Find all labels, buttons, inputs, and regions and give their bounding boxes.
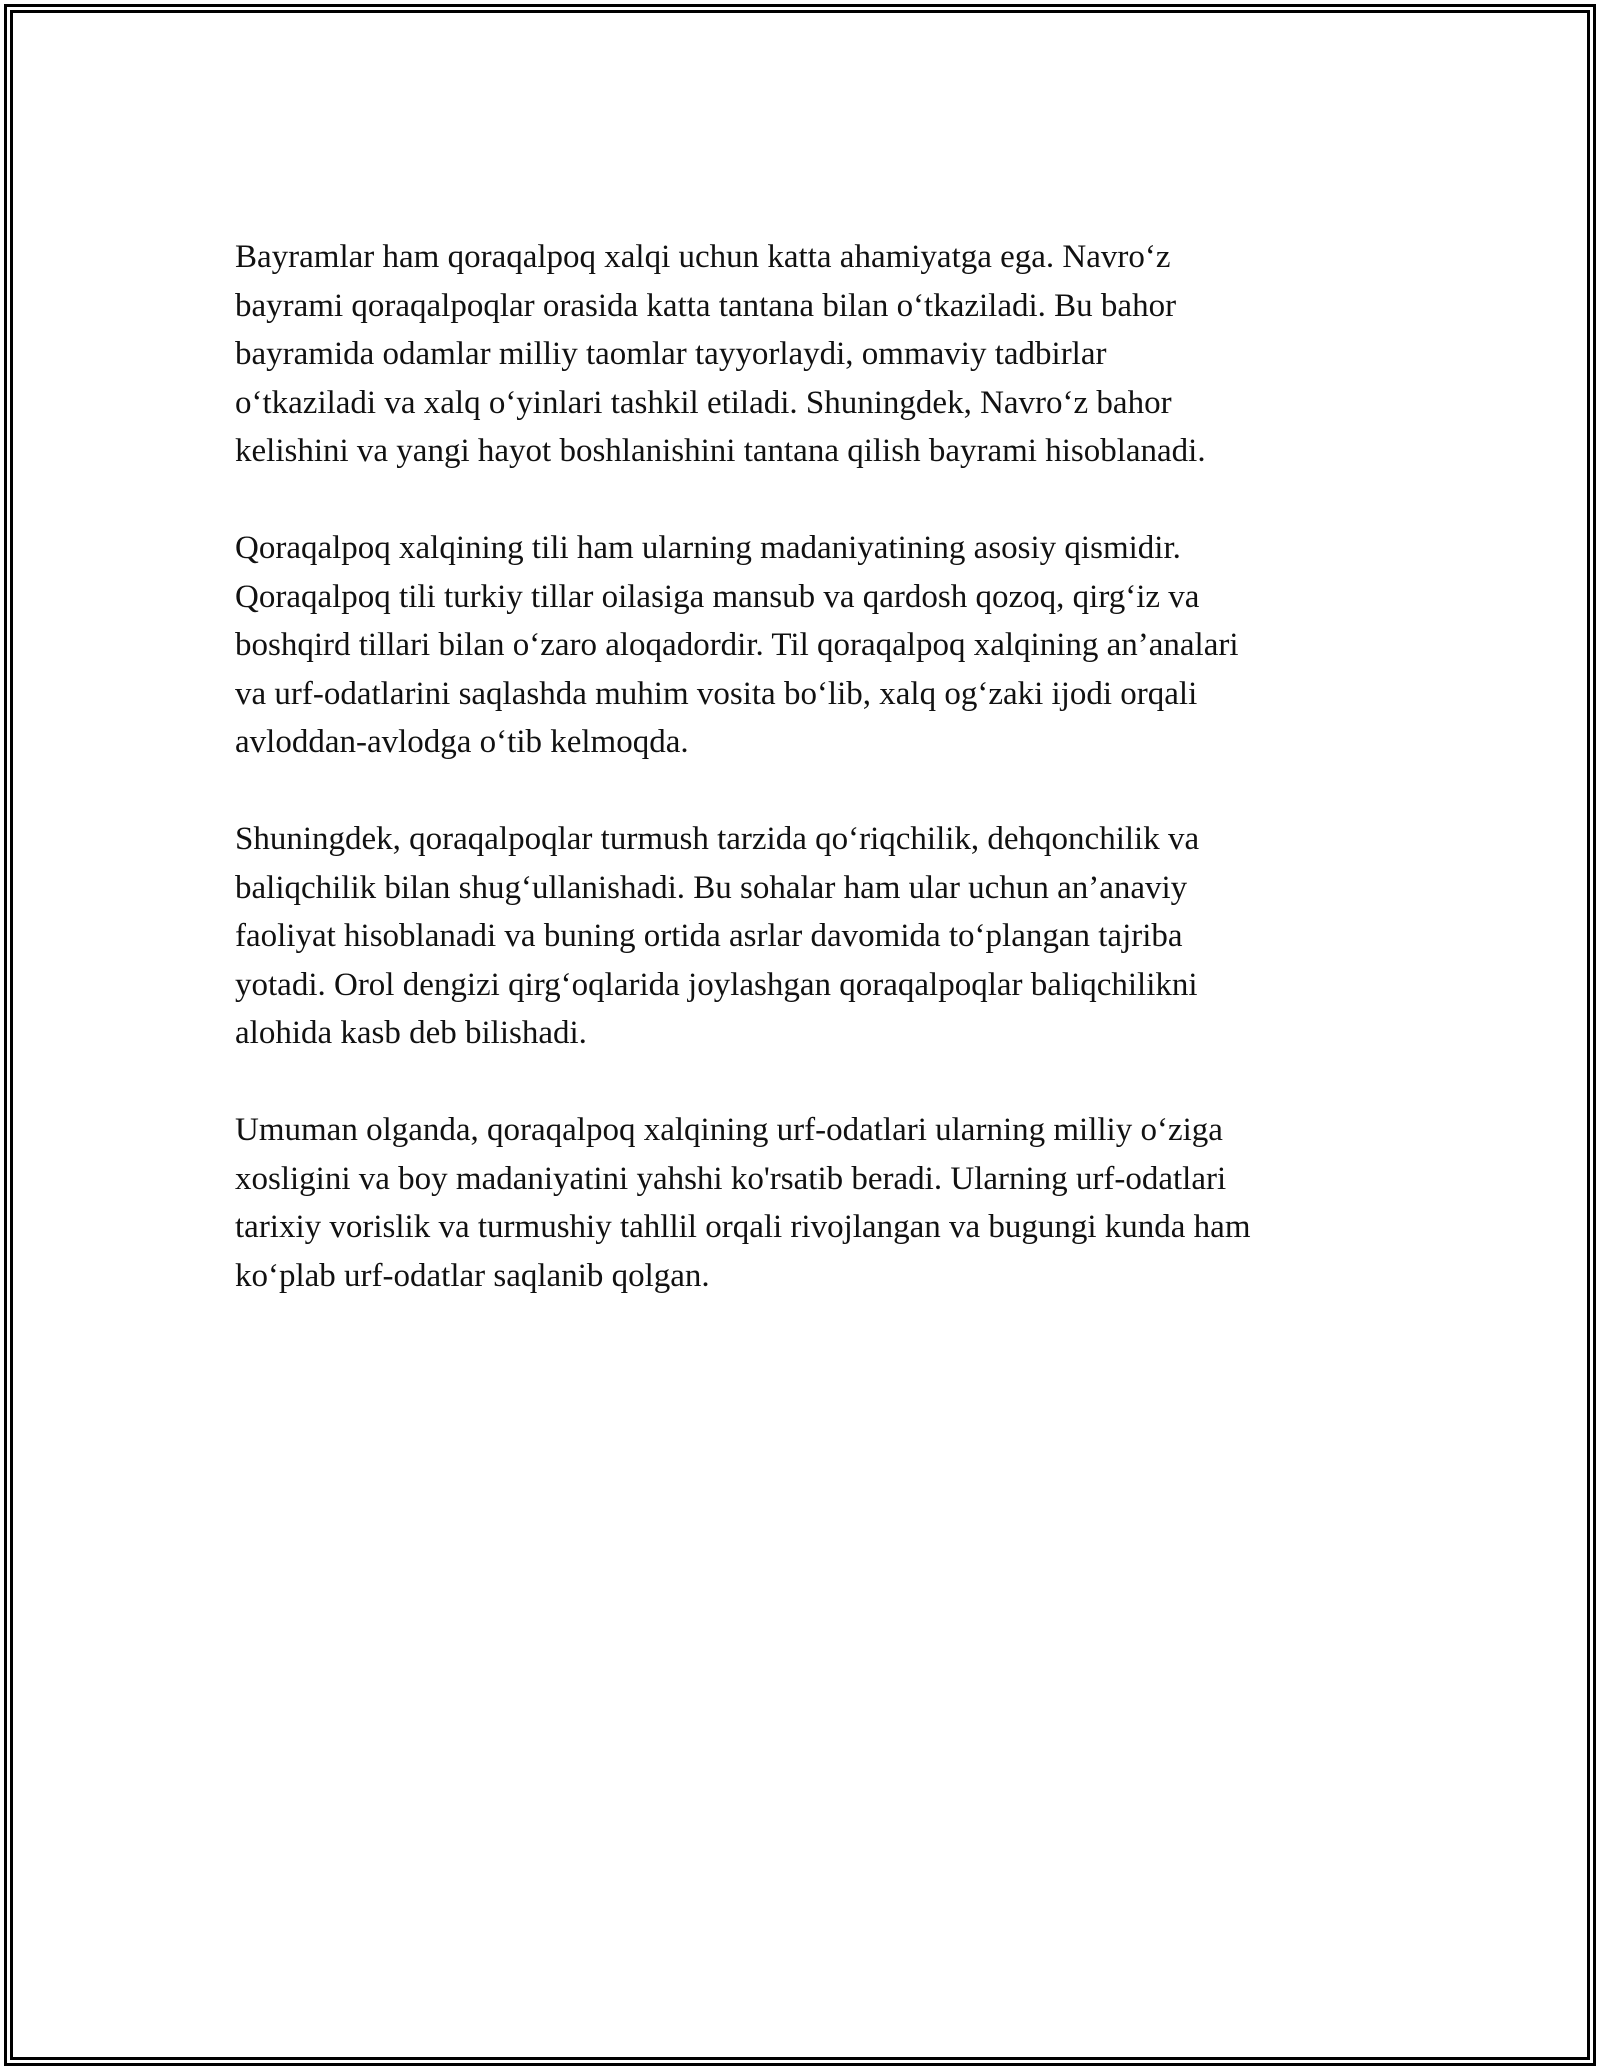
paragraph-line: faoliyat hisoblanadi va buning ortida asrlar davomida to‘plangan tajriba [235,918,1183,954]
paragraph-line: Bayramlar ham qoraqalpoq xalqi uchun katta ahamiyatga ega. Navro‘z [235,239,1171,275]
paragraph-line: bayrami qoraqalpoqlar orasida katta tantana bilan o‘tkaziladi. Bu bahor [235,287,1177,324]
paragraph-line: kelishini va yangi hayot boshlanishini tantana qilish bayrami hisoblanadi. [235,433,1206,469]
paragraph-line: Umuman olganda, qoraqalpoq xalqining urf-odatlari ularning milliy o‘ziga [235,1112,1223,1148]
paragraph-line: xosligini va boy madaniyatini yahshi ko'rsatib beradi. Ularning urf-odatlari [235,1160,1227,1197]
paragraph-line: va urf-odatlarini saqlashda muhim vosita bo‘lib, xalq og‘zaki ijodi orqali [235,675,1198,712]
document-body [235,233,1385,1349]
paragraph-line: alohida kasb deb bilishadi. [235,1015,587,1051]
paragraph-line: yotadi. Orol dengizi qirg‘oqlarida joylashgan qoraqalpoqlar baliqchilikni [235,966,1198,1003]
paragraph-1 [235,233,1385,476]
paragraph-line: boshqird tillari bilan o‘zaro aloqadordir. Til qoraqalpoq xalqining an’analari [235,627,1239,663]
paragraph-line: o‘tkaziladi va xalq o‘yinlari tashkil etiladi. Shuningdek, Navro‘z bahor [235,384,1172,421]
paragraph-4 [235,1106,1385,1300]
paragraph-line: Shuningdek, qoraqalpoqlar turmush tarzida qo‘riqchilik, dehqonchilik va [235,821,1200,857]
paragraph-line: Qoraqalpoq tili turkiy tillar oilasiga mansub va qardosh qozoq, qirg‘iz va [235,578,1200,615]
paragraph-line: tarixiy vorislik va turmushiy tahllil orqali rivojlangan va bugungi kunda ham [235,1209,1251,1245]
paragraph-line: avloddan-avlodga o‘tib kelmoqda. [235,724,689,760]
paragraph-2 [235,524,1385,767]
paragraph-line: bayramida odamlar milliy taomlar tayyorlaydi, ommaviy tadbirlar [235,336,1107,372]
paragraph-line: baliqchilik bilan shug‘ullanishadi. Bu sohalar ham ular uchun an’anaviy [235,869,1188,906]
paragraph-3 [235,815,1385,1058]
paragraph-line: Qoraqalpoq xalqining tili ham ularning madaniyatining asosiy qismidir. [235,530,1181,566]
paragraph-line: ko‘plab urf-odatlar saqlanib qolgan. [235,1257,710,1294]
